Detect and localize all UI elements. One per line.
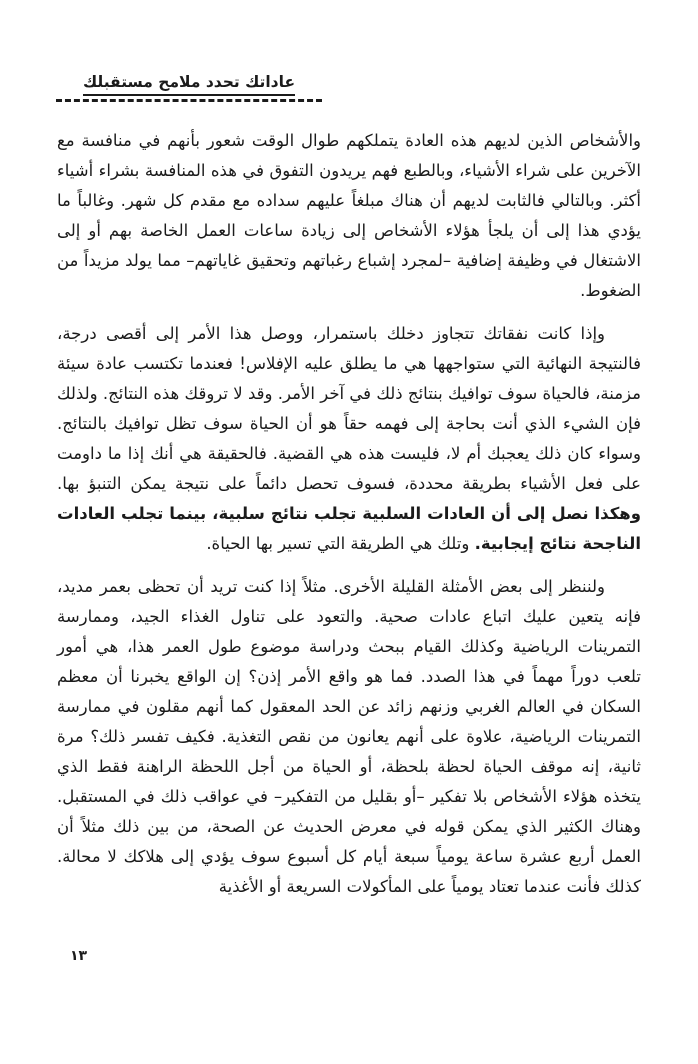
running-header-title: عاداتك تحدد ملامح مستقبلك [83, 73, 295, 96]
page-body [57, 126, 641, 915]
paragraph [57, 572, 641, 902]
page-number: ١٣ [70, 948, 88, 964]
running-header [56, 72, 322, 102]
text-segment: ولننظر إلى بعض الأمثلة القليلة الأخرى. مثلاً إذا كنت تريد أن تحظى بعمر مديد، فإنه يتعين عليك اتباع عادات صحية. والتعود على تناول الغذاء الجيد، وممارسة التمرينات الرياضية وكذلك القيام ببحث ودراسة موضوع طول العمر هذا، هي أمور تلعب دوراً مهماً في هذا الصدد. فما هو واقع الأمر إذن؟ إن الواقع يخبرنا أن معظم السكان في العالم الغربي وزنهم زائد عن الحد المعقول كما أنهم مقلون في ممارسة التمرينات الرياضية، علاوة على أنهم يعانون من نقص التغذية. فكيف تفسر ذلك؟ مرة ثانية، إنه موقف الحياة لحظة بلحظة، أو الحياة من أجل اللحظة الراهنة فقط الذي يتخذه هؤلاء الأشخاص بلا تفكير –أو بقليل من التفكير– في عواقب ذلك في المستقبل. وهناك الكثير الذي يمكن قوله في معرض الحديث عن الصحة، من بين ذلك مثلاً أن العمل أربع عشرة ساعة يومياً سبعة أيام كل أسبوع سوف يؤدي إلى هلاكك لا محالة. كذلك فأنت عندما تعتاد يومياً على المأكولات السريعة أو الأغذية [57, 577, 641, 896]
text-segment: والأشخاص الذين لديهم هذه العادة يتملكهم طوال الوقت شعور بأنهم في منافسة مع الآخرين على شراء الأشياء، وبالطبع فهم يريدون التفوق في هذه المنافسة بشراء أشياء أكثر. وبالتالي فالثابت لديهم أن هناك مبلغاً عليهم سداده مع مقدم كل شهر. وغالباً ما يؤدي هذا إلى أن يلجأ هؤلاء الأشخاص إلى زيادة ساعات العمل الخاصة بهم أو إلى الاشتغال في وظيفة إضافية –لمجرد إشباع رغباتهم وتحقيق غاياتهم– مما يولد مزيداً من الضغوط. [57, 131, 641, 300]
paragraph [57, 126, 641, 306]
header-dashed-rule [56, 99, 322, 102]
bold-text-segment: وهكذا نصل إلى أن العادات السلبية تجلب نتائج سلبية، بينما تجلب العادات الناجحة نتائج إيجابية. [57, 504, 641, 553]
text-segment: وإذا كانت نفقاتك تتجاوز دخلك باستمرار، ووصل هذا الأمر إلى أقصى درجة، فالنتيجة النهائية التي ستواجهها هي ما يطلق عليه الإفلاس! فعندما تكتسب عادة سيئة مزمنة، فالحياة سوف توافيك بنتائج ذلك في آخر الأمر. وقد لا تروقك هذه النتائج. ولذلك فإن الشيء الذي أنت بحاجة إلى فهمه حقاً هو أن الحياة سوف تظل توافيك بالنتائج. وسواء كان ذلك يعجبك أم لا، فليست هذه هي القضية. فالحقيقة هي أنك إذا ما داومت على فعل الأشياء بطريقة محددة، فسوف تحصل دائماً على نتيجة يمكن التنبؤ بها. [57, 324, 641, 493]
text-segment: وتلك هي الطريقة التي تسير بها الحياة. [206, 534, 475, 553]
paragraph [57, 319, 641, 559]
